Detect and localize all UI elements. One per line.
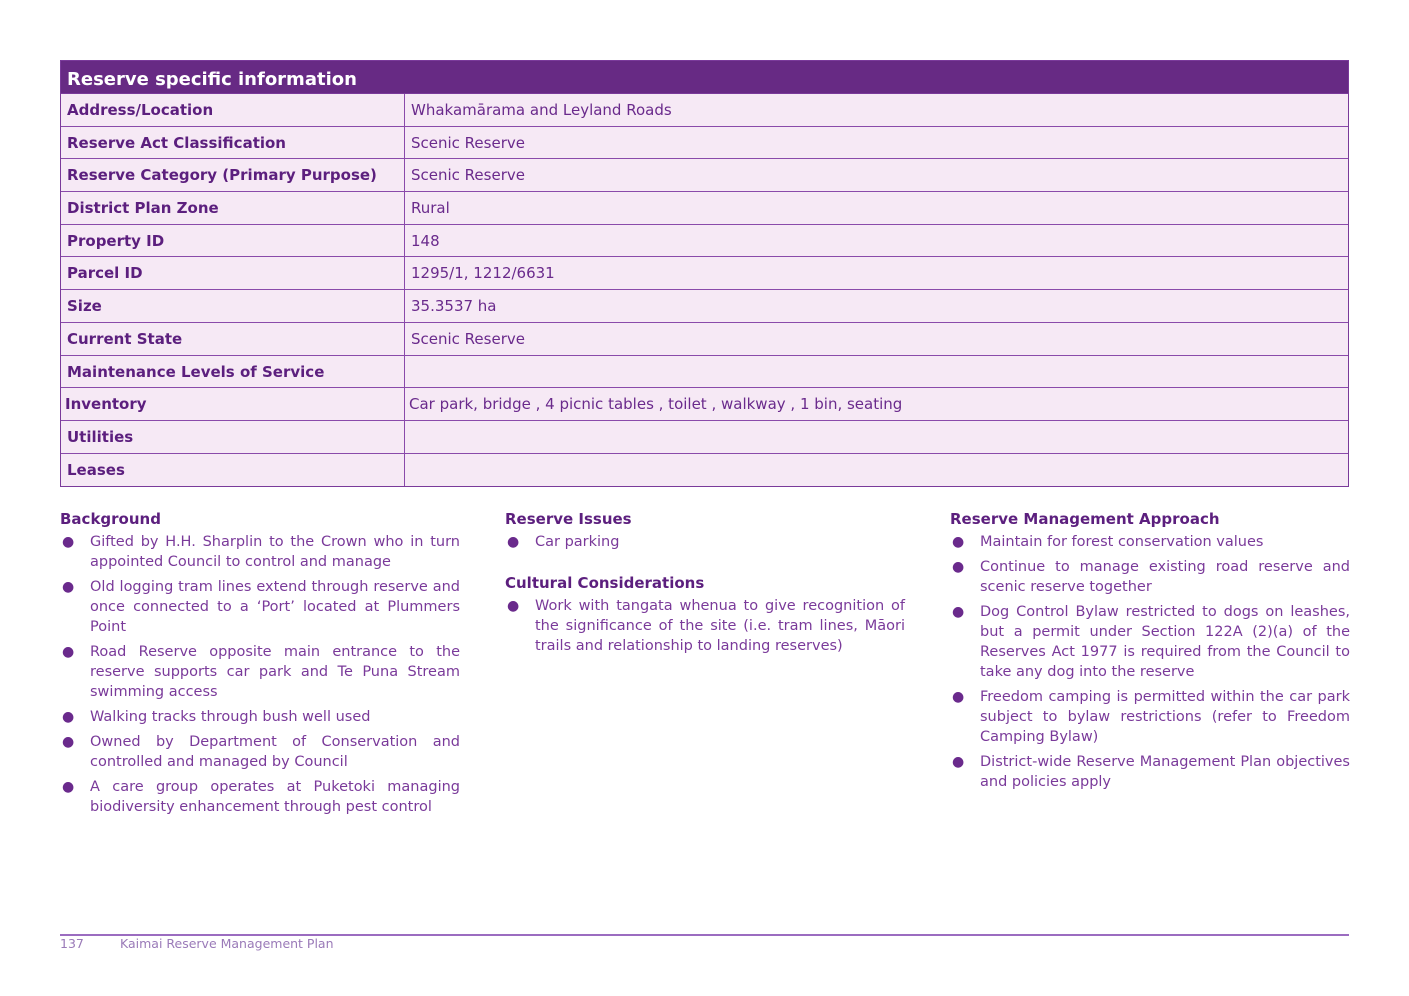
table-row <box>61 192 1348 225</box>
row-label-size: Size <box>61 290 405 322</box>
list-item-text: Old logging tram lines extend through reserve and once connected to a ‘Port’ located at Plummers Point <box>90 579 460 635</box>
list-item <box>60 642 460 702</box>
bullet-icon: ● <box>952 754 965 770</box>
list-item-text: Walking tracks through bush well used <box>90 709 371 725</box>
list-item-text: Work with tangata whenua to give recognition of the significance of the site (i.e. tram lines, Māori trails and relationship to landing reserves) <box>535 598 905 654</box>
management-section <box>950 508 1350 797</box>
list-item <box>60 532 460 572</box>
list-item <box>950 557 1350 597</box>
bullet-icon: ● <box>952 559 965 575</box>
table-row <box>61 454 1348 487</box>
list-item-text: Continue to manage existing road reserve and scenic reserve together <box>980 559 1350 595</box>
row-value-maintenance <box>405 356 1348 388</box>
bullet-icon: ● <box>62 734 75 750</box>
list-item <box>60 732 460 772</box>
list-item <box>950 532 1350 552</box>
list-item-text: Gifted by H.H. Sharplin to the Crown who in turn appointed Council to control and manage <box>90 534 460 570</box>
document-title: Kaimai Reserve Management Plan <box>120 936 334 951</box>
list-item <box>950 687 1350 747</box>
row-value-parcel-id: 1295/1, 1212/6631 <box>411 264 555 283</box>
management-heading: Reserve Management Approach <box>950 510 1220 528</box>
list-item <box>950 602 1350 682</box>
row-label-leases: Leases <box>61 454 405 487</box>
list-item-text: District-wide Reserve Management Plan objectives and policies apply <box>980 754 1350 790</box>
row-label-parcel-id: Parcel ID <box>61 257 405 289</box>
list-item <box>60 777 460 817</box>
row-value-classification: Scenic Reserve <box>411 133 525 152</box>
table-row <box>61 290 1348 323</box>
bullet-icon: ● <box>952 534 965 550</box>
table-row <box>61 356 1348 389</box>
row-label-classification: Reserve Act Classification <box>61 127 405 159</box>
management-list <box>950 532 1350 792</box>
reserve-info-table <box>60 60 1349 487</box>
list-item-text: Road Reserve opposite main entrance to the reserve supports car park and Te Puna Stream swimming access <box>90 644 460 700</box>
table-row <box>61 421 1348 454</box>
row-label-address: Address/Location <box>61 94 405 126</box>
row-value-size: 35.3537 ha <box>411 297 497 316</box>
bullet-icon: ● <box>62 534 75 550</box>
list-item <box>60 577 460 637</box>
row-value-property-id: 148 <box>411 231 440 250</box>
list-item-text: Car parking <box>535 534 620 550</box>
list-item <box>505 596 905 656</box>
cultural-heading: Cultural Considerations <box>505 574 705 592</box>
background-list <box>60 532 460 817</box>
table-row <box>61 127 1348 160</box>
row-value-utilities <box>405 421 1348 453</box>
background-heading: Background <box>60 510 161 528</box>
cultural-list <box>505 596 905 656</box>
list-item <box>60 707 460 727</box>
bullet-icon: ● <box>507 534 520 550</box>
list-item <box>950 752 1350 792</box>
bullet-icon: ● <box>62 644 75 660</box>
list-item <box>505 532 905 552</box>
row-value-inventory: Car park, bridge , 4 picnic tables , toilet , walkway , 1 bin, seating <box>409 395 903 414</box>
list-item-text: A care group operates at Puketoki managing biodiversity enhancement through pest control <box>90 779 460 815</box>
list-item-text: Dog Control Bylaw restricted to dogs on leashes, but a permit under Section 122A (2)(a) of the Reserves Act 1977 is required from the Council to take any dog into the reserve <box>980 604 1350 680</box>
row-label-zone: District Plan Zone <box>61 192 405 224</box>
row-label-maintenance: Maintenance Levels of Service <box>61 356 405 388</box>
bullet-icon: ● <box>62 579 75 595</box>
list-item-text: Maintain for forest conservation values <box>980 534 1264 550</box>
issues-list <box>505 532 905 552</box>
table-row <box>61 323 1348 356</box>
row-value-leases <box>405 454 1348 487</box>
table-row <box>61 94 1348 127</box>
bullet-icon: ● <box>952 689 965 705</box>
row-label-utilities: Utilities <box>61 421 405 453</box>
bullet-icon: ● <box>62 779 75 795</box>
table-row <box>61 225 1348 258</box>
list-item-text: Freedom camping is permitted within the car park subject to bylaw restrictions (refer to Freedom Camping Bylaw) <box>980 689 1350 745</box>
row-value-category: Scenic Reserve <box>411 166 525 185</box>
table-row <box>61 159 1348 192</box>
table-row <box>61 388 1348 421</box>
row-value-zone: Rural <box>411 199 450 218</box>
background-section <box>60 508 460 822</box>
list-item-text: Owned by Department of Conservation and controlled and managed by Council <box>90 734 460 770</box>
row-value-address: Whakamārama and Leyland Roads <box>411 101 672 119</box>
row-label-property-id: Property ID <box>61 225 405 257</box>
table-row <box>61 257 1348 290</box>
issues-section <box>505 508 905 661</box>
page-number: 137 <box>60 936 84 951</box>
bullet-icon: ● <box>62 709 75 725</box>
bullet-icon: ● <box>507 598 520 614</box>
row-label-inventory: Inventory <box>61 388 405 420</box>
bullet-icon: ● <box>952 604 965 620</box>
row-label-current-state: Current State <box>61 323 405 355</box>
table-heading: Reserve specific information <box>61 61 1348 94</box>
row-label-category: Reserve Category (Primary Purpose) <box>61 159 405 191</box>
issues-heading: Reserve Issues <box>505 510 632 528</box>
row-value-current-state: Scenic Reserve <box>411 329 525 348</box>
